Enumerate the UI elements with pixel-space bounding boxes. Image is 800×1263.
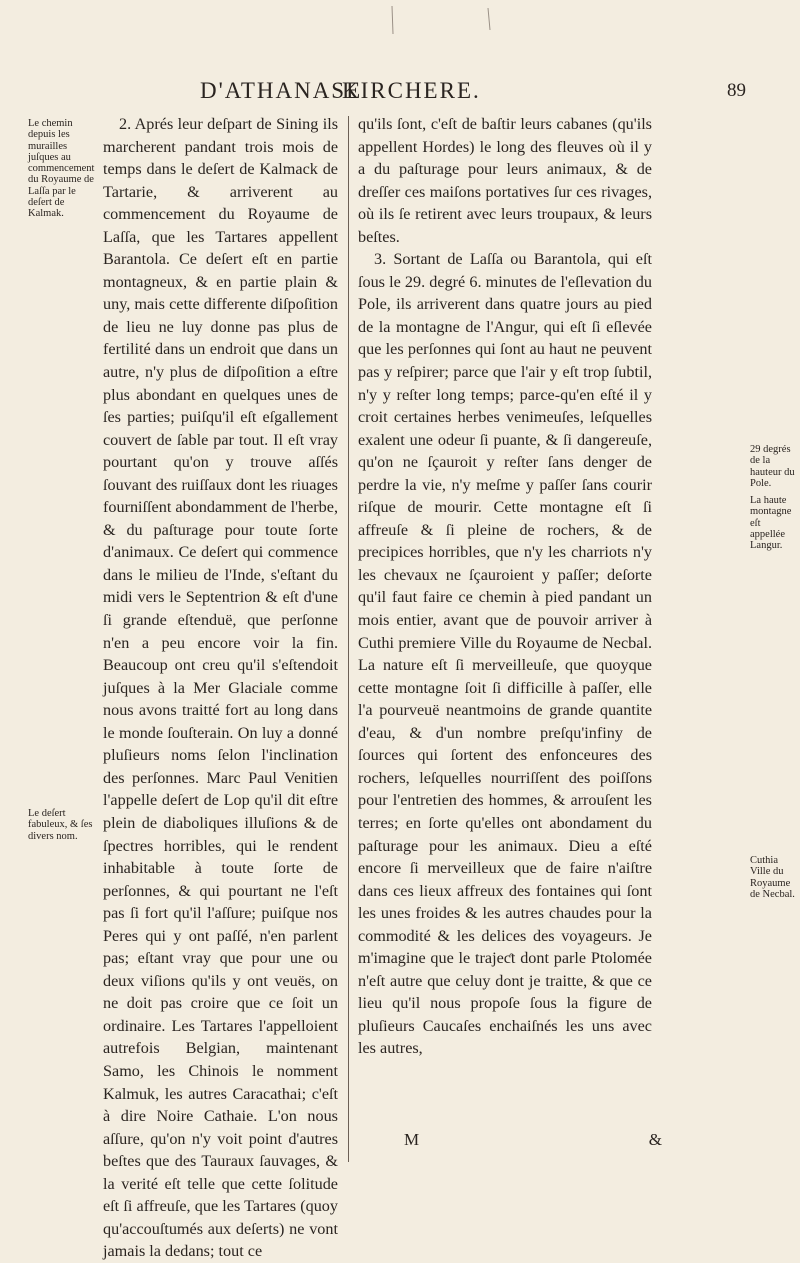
left-column: [103, 113, 338, 1263]
margin-note-right-3: Cuthia Ville du Royaume de Necbal.: [750, 855, 795, 900]
margin-note-left-2: Le deſert fabuleux, & ſes divers nom.: [28, 808, 93, 842]
tick-mark-top-left: [392, 6, 393, 34]
page-number: 89: [727, 80, 746, 101]
right-column: [358, 113, 652, 1060]
left-paragraph-1: 2. Aprés leur deſpart de Sining ils marcherent pandant trois mois de temps dans le deſert de Kalmack de Tartarie, & arriverent au commencement du Royaume de Laſſa, que les Tartares appellent Barantola. Ce deſert eſt en partie montagneux, & en partie plain & uny, mais cette differente diſpoſition de lieu ne luy donne pas plus de fertilité dans un endroit que dans un autre, n'y plus de diſpoſition a eſtre plus abondant en quelques unes de ſes parties; puiſqu'il eſt eſgallement couvert de ſable par tout. Il eſt vray pourtant qu'on y trouve aſſés ſouvant des ruiſſaux dont les riuages fourniſſent abondamment de l'herbe, & du paſturage pour toute ſorte d'animaux. Ce deſert qui commence dans le milieu de l'Inde, s'eſtant du midi vers le Septentrion & eſt d'une ſi grande eſtenduë, que perſonne n'en a peu encore voir la fin. Beaucoup ont creu qu'il s'eſtendoit juſques à la Mer Glaciale comme nous avons traitté fort au long dans le monde ſouſterain. On luy a donné pluſieurs noms ſelon l'inclination des perſonnes. Marc Paul Venitien l'appelle deſert de Lop qu'il dit eſtre plein de diaboliques illuſions & de ſpectres horribles, qui le rendent inhabitable à toute ſorte de perſonnes, & qui pourtant ne l'eſt pas ſi fort qu'il l'aſſure; puiſque nos Peres qui y ont paſſé, n'en parlent pas; eſtant vray que pour une ou deux viſions qu'ils y ont veuës, on ne doit pas croire que ce ſoit un ordinaire. Les Tartares l'appelloient autrefois Belgian, maintenant Samo, les Chinois le nomment Kalmuk, les autres Caracathai; c'eſt à dire Noire Cathaie. L'on nous aſſure, qu'on n'y voit point d'autres beſtes que des Tauraux ſauvages, & la verité eſt telle que cette ſolitude eſt ſi affreuſe, que les Tartares (quoy qu'accouſtumés aux deſerts) ne vont jamais la dedans; tout ce: [103, 115, 338, 1261]
page-footer: [358, 1130, 662, 1154]
right-paragraph-2: 3. Sortant de Laſſa ou Barantola, qui eſt ſous le 29. degré 6. minutes de l'eſlevation du Pole, ils arriverent dans quatre jours au pied de la montagne de l'Angur, qui eſt ſi eſlevée que les perſonnes qui ſont au haut ne peuvent pas y reſpirer; parce que l'air y eſt trop ſubtil, n'y y reſter long temps; parce-qu'en eſté il y croit certaines herbes venimeuſes, leſquelles exalent une odeur ſi puante, & ſi dangereuſe, qu'on ne ſçauroit y reſter ſans denger de perdre la vie, n'y meſme y paſſer ſans courir riſque de mourir. Cette montagne eſt ſi affreuſe & ſi pleine de rochers, & de precipices horribles, que n'y les charriots n'y les chevaux ne ſçauroient y paſſer; deſorte qu'il faut faire ce chemin à pied pandant un mois entier, avant que de pouvoir arriver à Cuthi premiere Ville du Royaume de Necbal. La nature eſt ſi merveilleuſe, que quoyque cette montagne ſoit ſi difficille à paſſer, elle l'a pourveuë neantmoins de grande quantite d'eau, & d'un nombre preſqu'infiny de ſources qui ſortent des enfonceures des rochers, leſquelles nourriſſent des poiſſons pour l'entretien des hommes, & arrouſent les terres; en ſorte qu'elles ont abondament du paſturage pour les animaux. Dieu a eſté encore ſi merveilleux que de faire n'aiſtre dans ces lieux affreux des fontaines qui ſont les unes froides & les autres chaudes pour la commodité & les delices des voyageurs. Je m'imagine que le trajeƈt dont parle Ptolomée n'eſt autre que celuy dont je traitte, & que ce lieu qu'il nous propoſe ſous la figure de pluſieurs Caucaſes enchaiſnés les uns avec les autres,: [358, 250, 652, 1058]
tick-mark-top-right: [488, 8, 490, 30]
catchword: &: [648, 1130, 662, 1149]
margin-note-right-1: 29 degrés de la hauteur du Pole.: [750, 444, 795, 489]
header-left: D'ATHANASE: [200, 78, 363, 103]
column-divider: [348, 116, 349, 1162]
margin-note-right-2: La haute montagne eſt appellée Langur.: [750, 495, 792, 552]
signature-mark: M: [404, 1130, 420, 1149]
header-right: KIRCHERE.: [342, 78, 481, 103]
running-header: [200, 78, 746, 112]
margin-note-left-1: Le chemin depuis les murailles juſques au commencement du Royaume de Laſſa par le deſert de Kalmak.: [28, 118, 95, 220]
right-paragraph-1: qu'ils ſont, c'eſt de baſtir leurs cabanes (qu'ils appellent Hordes) le long des fleuves où il y a du paſturage pour leurs animaux, & de dreſſer ces maiſons portatives ſur ces rivages, où ils ſe retirent avec leurs troupaux, & leurs beſtes.: [358, 115, 652, 246]
